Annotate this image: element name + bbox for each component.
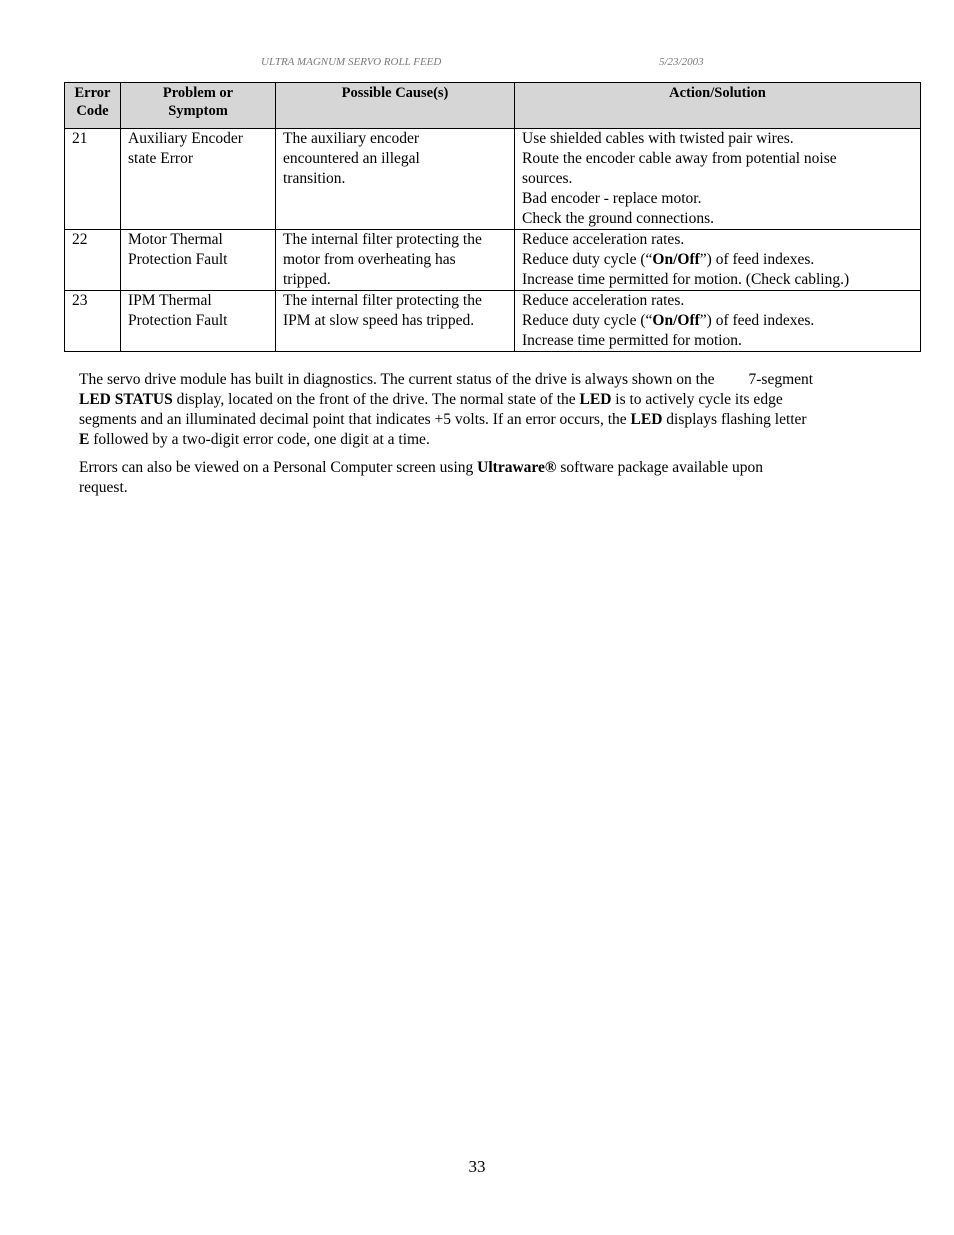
diagnostics-paragraph: The servo drive module has built in diagnostics. The current status of the drive is always shown on the 7-segment LED STATUS display, located on the front of the drive. The normal state of the LED is to actively cycle its edge segments and an illuminated decimal point that indicates +5 volts. If an error occurs, the LED displays flashing letter E followed by a two-digit error code, one digit at a time. <box>79 371 814 448</box>
header-date: 5/23/2003 <box>659 56 704 68</box>
header-cause: Possible Cause(s) <box>276 83 515 129</box>
action-cell: Reduce acceleration rates. Reduce duty cycle (“On/Off”) of feed indexes. Increase time permitted for motion. <box>515 291 921 352</box>
problem-cell: Motor Thermal Protection Fault <box>121 230 276 291</box>
problem-cell: Auxiliary Encoder state Error <box>121 129 276 230</box>
error-code-cell: 23 <box>65 291 121 352</box>
error-code-cell: 21 <box>65 129 121 230</box>
cause-cell: The internal filter protecting the motor from overheating has tripped. <box>276 230 515 291</box>
error-code-table <box>64 82 921 352</box>
header-error-code: Error Code <box>65 83 121 129</box>
table-row <box>65 230 921 291</box>
header-action: Action/Solution <box>515 83 921 129</box>
table-row <box>65 291 921 352</box>
header-title: ULTRA MAGNUM SERVO ROLL FEED <box>261 56 442 68</box>
table-header-row <box>65 83 921 129</box>
header-problem: Problem or Symptom <box>121 83 276 129</box>
action-cell: Use shielded cables with twisted pair wires. Route the encoder cable away from potential noise sources. Bad encoder - replace motor. Check the ground connections. <box>515 129 921 230</box>
cause-cell: The internal filter protecting the IPM at slow speed has tripped. <box>276 291 515 352</box>
table-row <box>65 129 921 230</box>
error-code-cell: 22 <box>65 230 121 291</box>
ultraware-paragraph: Errors can also be viewed on a Personal Computer screen using Ultraware® software package available upon request. <box>79 459 764 496</box>
cause-cell: The auxiliary encoder encountered an illegal transition. <box>276 129 515 230</box>
page-number: 33 <box>468 1157 486 1176</box>
page-header <box>0 56 954 72</box>
action-cell: Reduce acceleration rates. Reduce duty cycle (“On/Off”) of feed indexes. Increase time permitted for motion. (Check cabling.) <box>515 230 921 291</box>
problem-cell: IPM Thermal Protection Fault <box>121 291 276 352</box>
